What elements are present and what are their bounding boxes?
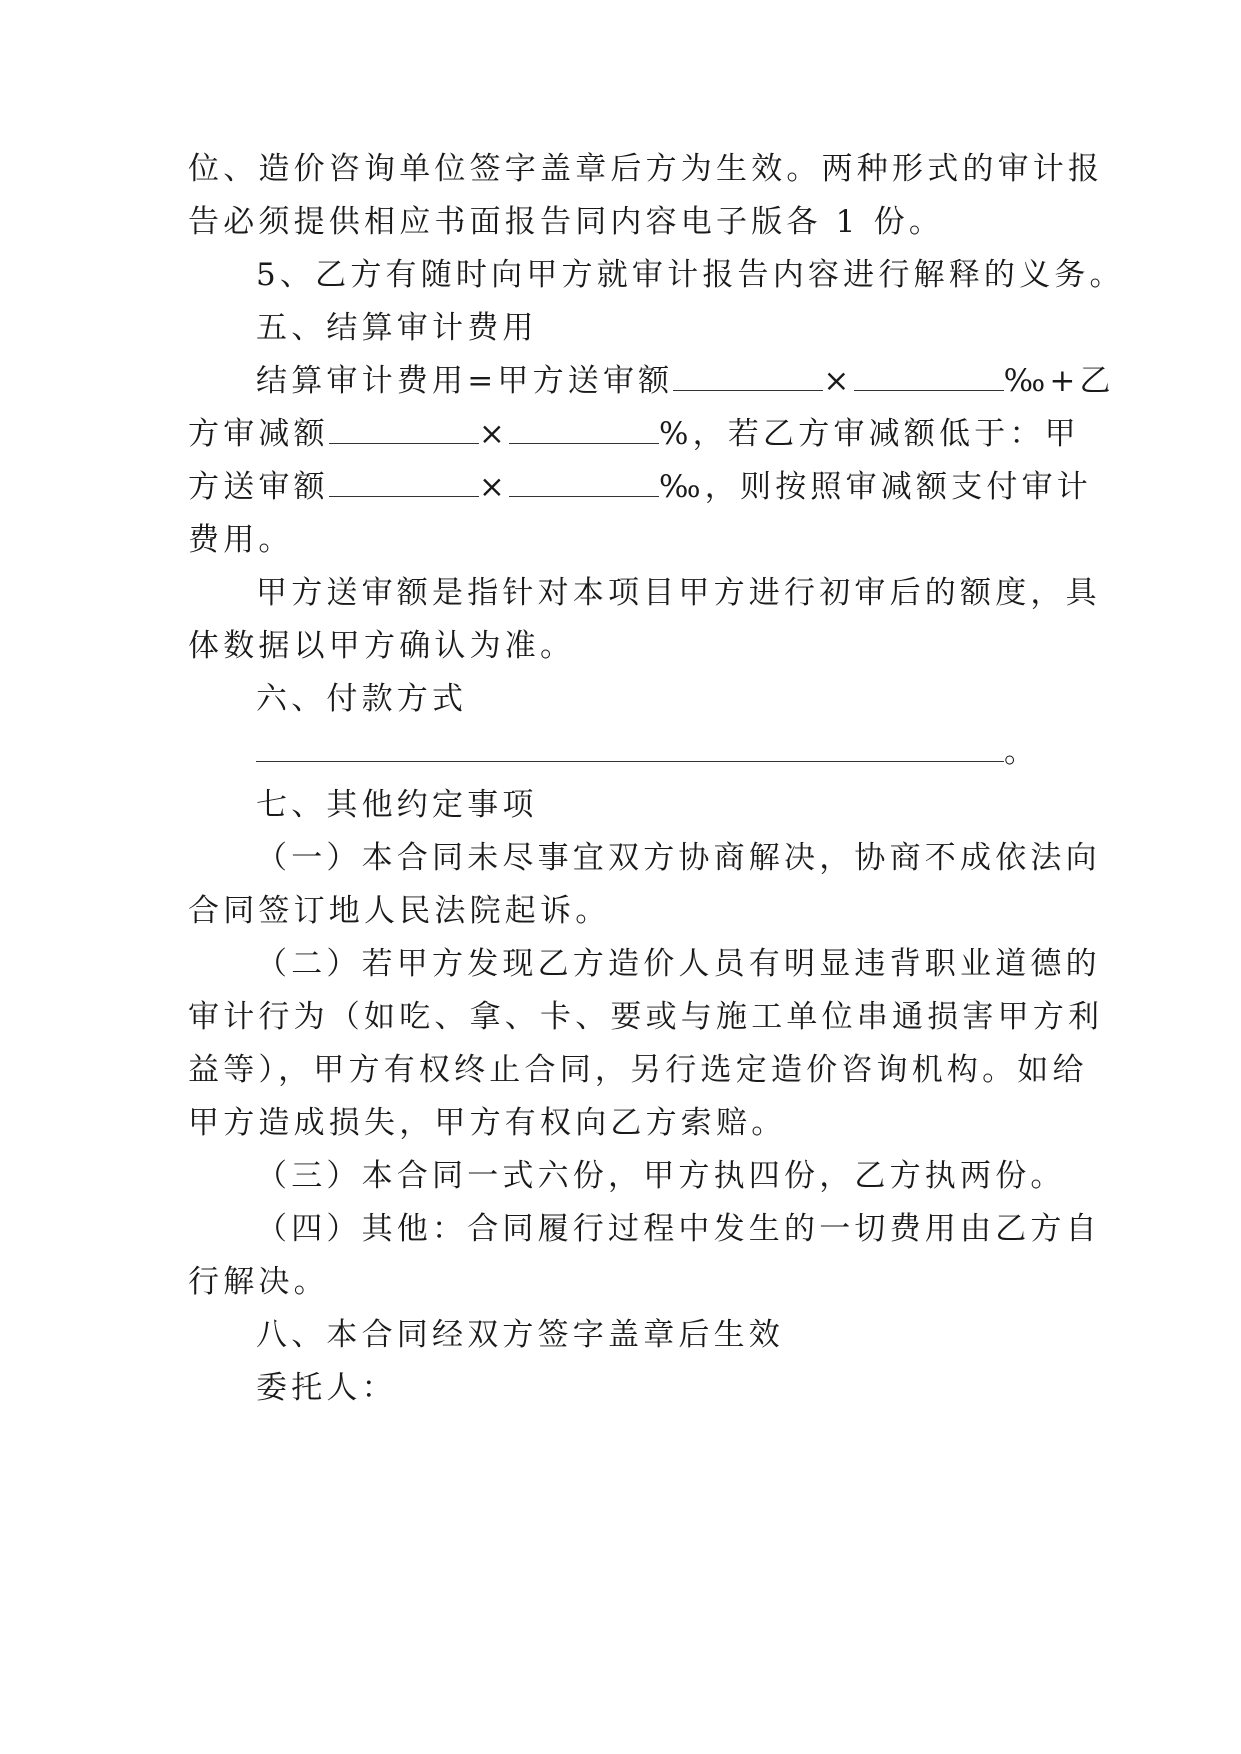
formula-text: %，若乙方审减额低于：甲 [659,416,1080,452]
paragraph-line [188,626,575,666]
fill-blank[interactable] [854,364,1004,391]
paragraph-line [188,202,944,242]
line-text: 益等），甲方有权终止合同，另行选定造价咨询机构。如给 [188,1052,1088,1088]
fill-blank[interactable] [329,417,479,444]
fee-formula-line-2 [188,414,1080,454]
line-text: 5、乙方有随时向甲方就审计报告内容进行解释的义务。 [256,257,1125,293]
line-text: 委托人： [256,1370,397,1406]
multiply-sign: × [478,469,509,505]
formula-text: 方审减额 [188,416,329,452]
line-text: （三）本合同一式六份，甲方执四份，乙方执两份。 [256,1158,1066,1194]
paragraph-line [256,573,1101,613]
fill-blank[interactable] [329,470,479,497]
paragraph-line [188,1103,786,1143]
section-heading-8 [256,1315,784,1355]
line-text: 费用。 [188,522,294,558]
formula-text: ‰，则按照审减额支付审计 [659,469,1092,505]
formula-text: ‰+乙 [1003,363,1115,399]
fee-formula-line-1 [256,361,1115,401]
multiply-sign: × [478,416,509,452]
line-text: （一）本合同未尽事宜双方协商解决，协商不成依法向 [256,840,1101,876]
payment-method-blank-line [256,732,1039,772]
clause-1 [256,838,1101,878]
paragraph-line [188,520,294,560]
line-text: 审计行为（如吃、拿、卡、要或与施工单位串通损害甲方利 [188,999,1104,1035]
line-text: 告必须提供相应书面报告同内容电子版各 1 份。 [188,204,945,240]
paragraph-line [188,1262,329,1302]
line-text: 体数据以甲方确认为准。 [188,628,576,664]
client-signature-label [256,1368,397,1408]
fill-blank[interactable] [509,417,659,444]
fill-blank[interactable] [509,470,659,497]
heading-text: 七、其他约定事项 [256,787,538,823]
clause-2 [256,944,1101,984]
heading-text: 五、结算审计费用 [256,310,538,346]
line-text: （二）若甲方发现乙方造价人员有明显违背职业道德的 [256,946,1101,982]
period-mark: 。 [1004,734,1040,770]
line-text: 位、造价咨询单位签字盖章后方为生效。两种形式的审计报 [188,151,1104,187]
paragraph-line [188,891,610,931]
line-text: 甲方造成损失，甲方有权向乙方索赔。 [188,1105,787,1141]
paragraph-line [188,997,1103,1037]
section-heading-5 [256,308,538,348]
heading-text: 八、本合同经双方签字盖章后生效 [256,1317,784,1353]
line-text: 合同签订地人民法院起诉。 [188,893,611,929]
line-text: 甲方送审额是指针对本项目甲方进行初审后的额度，具 [256,575,1101,611]
clause-5 [256,255,1125,295]
fill-blank[interactable] [673,364,823,391]
line-text: （四）其他：合同履行过程中发生的一切费用由乙方自 [256,1211,1101,1247]
paragraph-line [188,149,1103,189]
fill-blank[interactable] [256,735,1004,762]
section-heading-7 [256,785,538,825]
fee-formula-line-3 [188,467,1092,507]
multiply-sign: × [823,363,854,399]
paragraph-line [188,1050,1088,1090]
section-heading-6 [256,679,467,719]
clause-4 [256,1209,1101,1249]
formula-text: 结算审计费用=甲方送审额 [256,363,674,399]
clause-3 [256,1156,1066,1196]
heading-text: 六、付款方式 [256,681,468,717]
formula-text: 方送审额 [188,469,329,505]
line-text: 行解决。 [188,1264,329,1300]
